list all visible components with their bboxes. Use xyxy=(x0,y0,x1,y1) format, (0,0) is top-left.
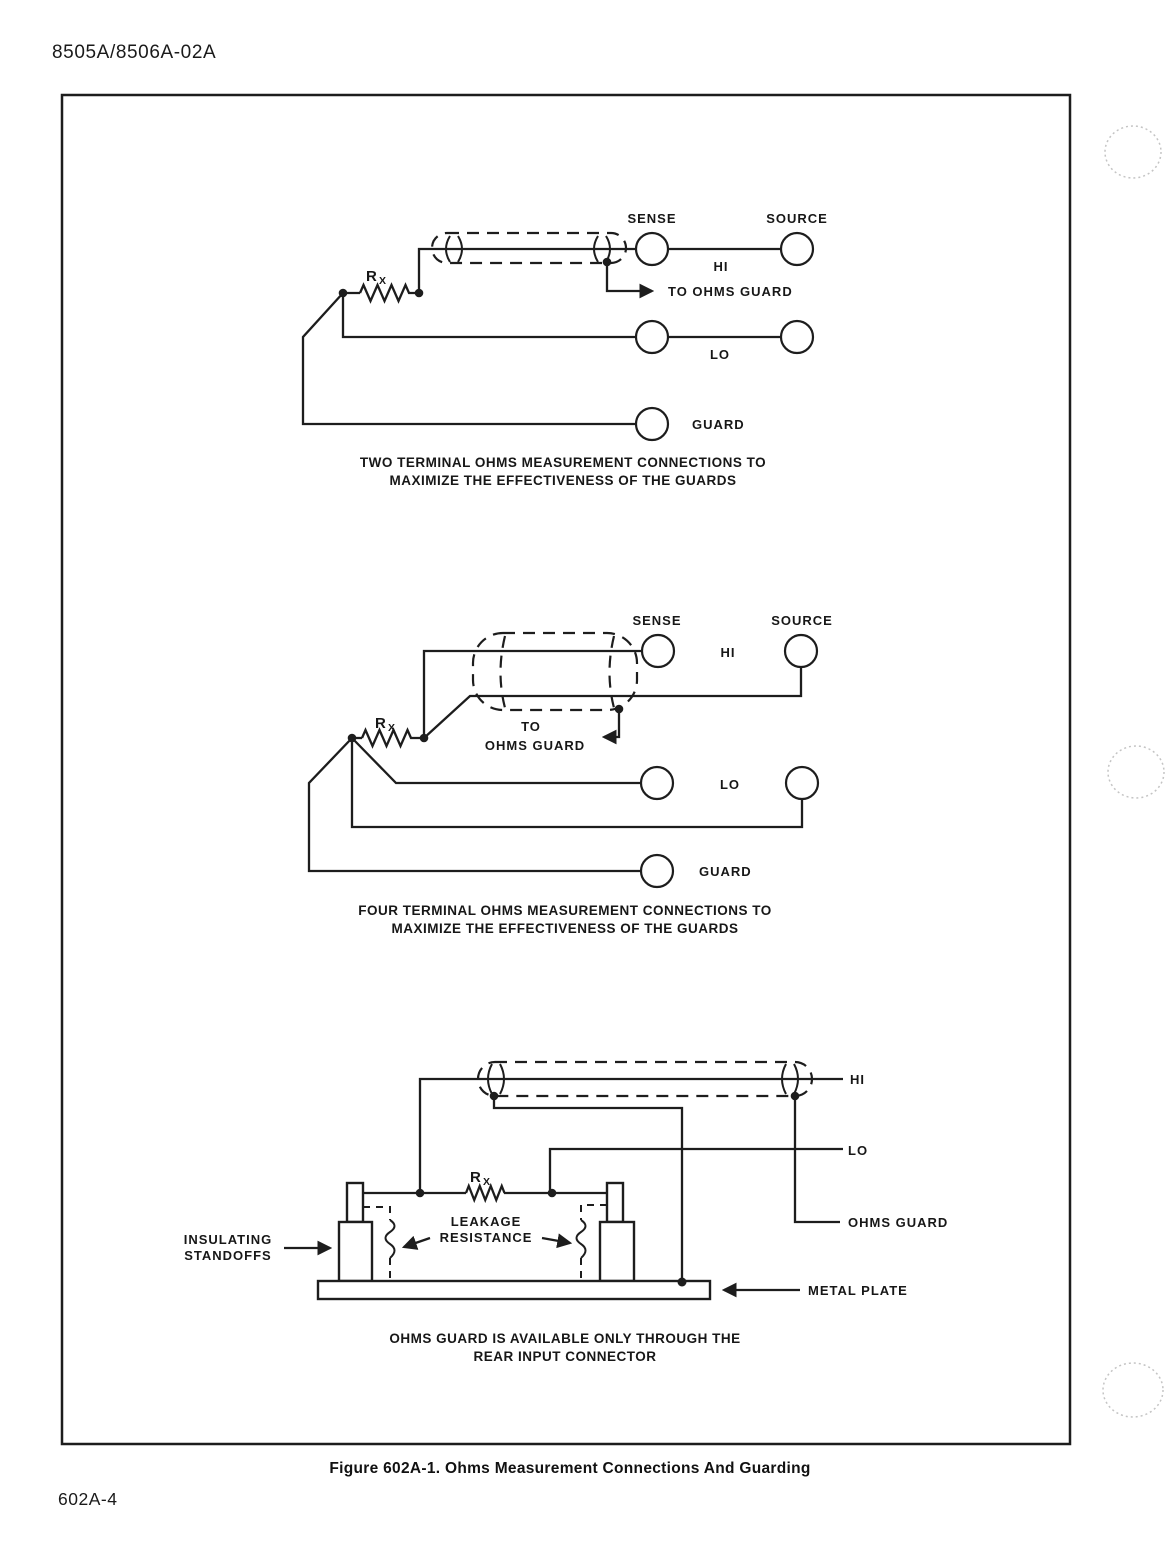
d2-caption-line2: MAXIMIZE THE EFFECTIVENESS OF THE GUARDS xyxy=(391,921,739,936)
d2-guard-tap-arrow xyxy=(604,709,619,737)
d1-lo-wire xyxy=(343,293,636,337)
d3-plate-junction xyxy=(678,1278,687,1287)
d2-guard-terminal xyxy=(641,855,673,887)
binder-hole-bottom xyxy=(1103,1363,1163,1417)
figure-caption: Figure 602A-1. Ohms Measurement Connections And Guarding xyxy=(329,1460,811,1477)
d3-shield-to-plate-wire xyxy=(494,1096,682,1282)
d3-rx-resistor xyxy=(363,1186,607,1200)
d3-lo-label: LO xyxy=(848,1143,869,1158)
d3-rx-label: R xyxy=(470,1169,481,1186)
d2-sense-label: SENSE xyxy=(632,613,682,628)
diagram-ohms-guard-physical xyxy=(184,1062,949,1364)
d1-hi-source-terminal xyxy=(781,233,813,265)
d2-hi-sense-terminal xyxy=(642,635,674,667)
d1-source-label: SOURCE xyxy=(766,211,828,226)
d3-insulating-label-line1: INSULATING xyxy=(183,1232,273,1247)
d1-hi-label: HI xyxy=(713,259,729,274)
d2-to-label-line2: OHMS GUARD xyxy=(484,738,586,753)
d1-lo-label: LO xyxy=(709,347,731,362)
d2-lo-sense-terminal xyxy=(641,767,673,799)
d2-lo-source-terminal xyxy=(786,767,818,799)
d2-rx-label: R xyxy=(375,715,386,732)
page-number: 602A-4 xyxy=(58,1489,118,1509)
page-header: 8505A/8506A-02A xyxy=(52,42,217,63)
d2-guard-label: GUARD xyxy=(699,864,752,879)
d1-caption-line1: TWO TERMINAL OHMS MEASUREMENT CONNECTIONS TO xyxy=(359,455,767,470)
d1-rx-resistor xyxy=(339,285,424,301)
d3-ohms-guard-wire xyxy=(795,1096,840,1222)
d1-sense-label: SENSE xyxy=(627,211,677,226)
d1-hi-wire xyxy=(419,249,636,293)
d1-lo-source-terminal xyxy=(781,321,813,353)
d2-rx-subscript: X xyxy=(388,722,396,734)
d3-rx-subscript: X xyxy=(483,1176,491,1188)
d3-leakage-label-line1: LEAKAGE xyxy=(450,1214,522,1229)
d3-leakage-arrow-right xyxy=(542,1238,570,1243)
d3-left-standoff xyxy=(339,1183,372,1281)
d1-caption-line2: MAXIMIZE THE EFFECTIVENESS OF THE GUARDS xyxy=(389,473,737,488)
d2-source-label: SOURCE xyxy=(771,613,833,628)
d3-insulating-label-line2: STANDOFFS xyxy=(184,1248,272,1263)
d3-metal-plate xyxy=(318,1281,710,1299)
d2-hi-source-terminal xyxy=(785,635,817,667)
d1-guard-terminal xyxy=(636,408,668,440)
diagram-two-terminal xyxy=(303,211,828,488)
d2-guard-wire xyxy=(309,738,641,871)
d3-leakage-arrow-left xyxy=(404,1238,430,1247)
d2-caption-line1: FOUR TERMINAL OHMS MEASUREMENT CONNECTIONS TO xyxy=(358,903,772,918)
diagram-four-terminal xyxy=(309,613,833,936)
d2-hi-label: HI xyxy=(720,645,736,660)
d3-leakage-label-line2: RESISTANCE xyxy=(439,1230,533,1245)
d1-guard-label: GUARD xyxy=(692,417,745,432)
binder-hole-top xyxy=(1105,126,1161,178)
d3-lo-wire xyxy=(550,1149,843,1193)
d3-caption-line2: REAR INPUT CONNECTOR xyxy=(473,1349,657,1364)
d1-hi-sense-terminal xyxy=(636,233,668,265)
d3-right-standoff xyxy=(600,1183,634,1281)
d3-caption-line1: OHMS GUARD IS AVAILABLE ONLY THROUGH THE xyxy=(389,1331,741,1346)
d3-ohms-guard-label: OHMS GUARD xyxy=(848,1215,949,1230)
binder-hole-middle xyxy=(1108,746,1164,798)
d1-guard-wire xyxy=(303,293,636,424)
binder-holes xyxy=(1103,126,1164,1417)
d1-to-ohms-guard-label: TO OHMS GUARD xyxy=(668,284,793,299)
d2-lo-label: LO xyxy=(719,777,741,792)
d3-metal-plate-label: METAL PLATE xyxy=(808,1283,908,1298)
d2-to-label-line1: TO xyxy=(521,719,541,734)
d1-lo-sense-terminal xyxy=(636,321,668,353)
d3-hi-label: HI xyxy=(850,1072,865,1087)
d1-rx-subscript: X xyxy=(379,275,387,287)
d2-guard-shield xyxy=(473,633,637,710)
d1-guard-tap-arrow xyxy=(607,262,652,291)
d1-rx-label: R xyxy=(366,268,377,285)
